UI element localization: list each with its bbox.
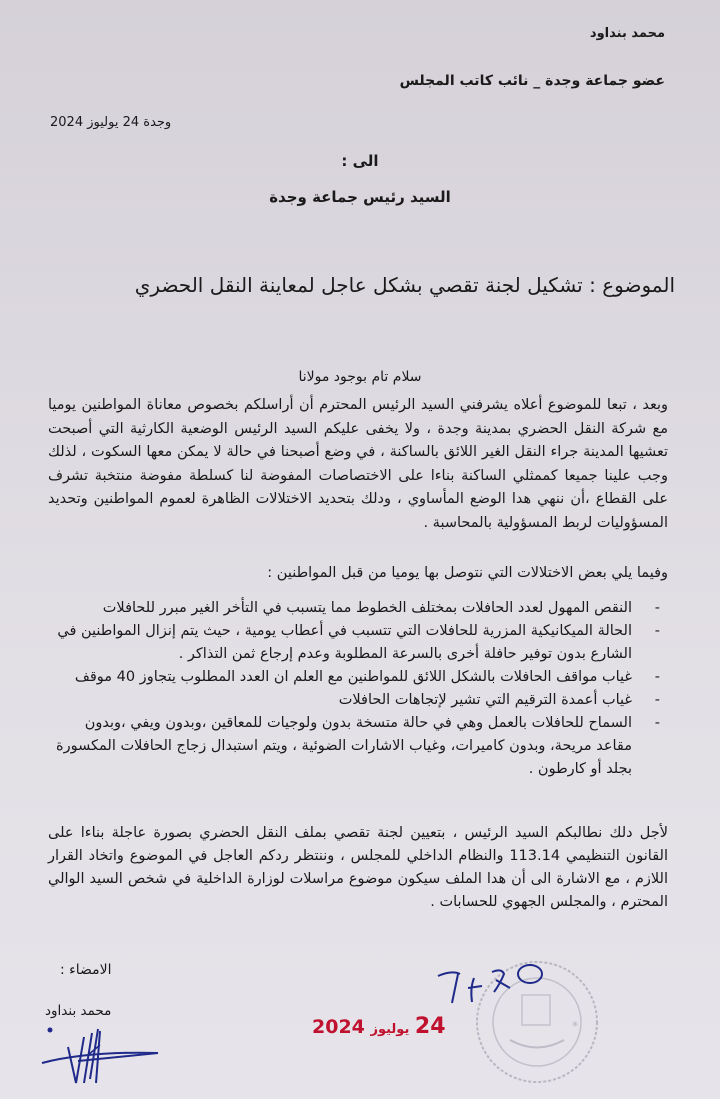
- recipient-label: الى :: [341, 152, 379, 170]
- body-paragraph-2: لأجل دلك نطالبكم السيد الرئيس ، بتعيين لجنة تقصي بملف النقل الحضري بصورة عاجلة بناءا على القانون التنظيمي 113.14 والنظام الداخلي للمجلس ، وننتظر ردكم العاجل في الموضوع واتخاد القرار اللازم ، مع الاشارة الى أن هدا الملف سيكون موضوع مراسلات لوزارة الداخلية في شخص السيد الوالي المحترم ، والمجلس الجهوي للحسابات .: [48, 825, 668, 910]
- list-item: [48, 689, 668, 712]
- handwritten-signature: [38, 1025, 168, 1085]
- recipient-name: السيد رئيس جماعة وجدة: [269, 188, 451, 206]
- sender-name: محمد بنداود: [589, 26, 665, 41]
- bullet-dash: -: [654, 623, 660, 639]
- greeting: سلام تام بوجود مولانا: [298, 369, 422, 385]
- issues-intro: وفيما يلي بعض الاختلالات التي نتوصل بها يوميا من قبل المواطنين :: [267, 565, 668, 581]
- issues-list: [48, 597, 668, 781]
- place-date: وجدة 24 يوليوز 2024: [50, 115, 172, 130]
- signature-name: محمد بنداود: [45, 1003, 112, 1019]
- issue-text: الحالة الميكانيكية المزرية للحافلات التي تتسبب في أعطاب يومية ، حيث يتم إنزال المواطنين في الشارع بدون توفير حافلة أخرى بالسرعة المطلوبة وعدم إرجاع ثمن التذاكر .: [57, 623, 632, 662]
- list-item: [48, 712, 668, 781]
- sender-role: عضو جماعة وجدة _ نائب كاتب المجلس: [399, 73, 665, 89]
- received-date-stamp: [312, 1014, 446, 1039]
- handwritten-number: [430, 958, 560, 1018]
- list-item: [48, 597, 668, 620]
- issue-text: غياب مواقف الحافلات بالشكل اللائق للمواطنين مع العلم ان العدد المطلوب يتجاوز 40 موقف: [74, 669, 632, 685]
- signature-label: الامضاء :: [60, 962, 112, 978]
- bullet-dash: -: [654, 715, 660, 731]
- subject-line: الموضوع : تشكيل لجنة تقصي بشكل عاجل لمعاينة النقل الحضري: [134, 273, 675, 297]
- stamp-month: يوليوز: [370, 1022, 410, 1037]
- stamp-day: 24: [414, 1014, 446, 1039]
- bullet-dash: -: [654, 600, 660, 616]
- svg-text:*: *: [572, 1019, 578, 1033]
- issue-text: النقص المهول لعدد الحافلات بمختلف الخطوط مما يتسبب في التأخر الغير مبرر للحافلات: [102, 600, 632, 616]
- bullet-dash: -: [654, 669, 660, 685]
- body-paragraph-1: وبعد ، تبعا للموضوع أعلاه يشرفني السيد الرئيس المحترم أن أراسلكم بخصوص معاناة المواطنين يوميا مع شركة النقل الحضري بمدينة وجدة ، ولا يخفى عليكم السيد الرئيس الوضعية الكارثية التي أصبحت تعشيها المدينة جراء النقل الغير اللائق بالساكنة ، في وضع أصبحنا في حالة لا يمكن معها السكوت ، لذلك وجب علينا جميعا كممثلي الساكنة بناءا على الاختصاصات المفوضة لنا كسلطة مفوضة منتخبة تشرف على القطاع ،أن ننهي هدا الوضع المأساوي ، ودلك بتحديد الاختلالات الظاهرة لعموم المواطنين وتحديد المسؤوليات لربط المسؤولية بالمحاسبة .: [48, 397, 668, 531]
- stamp-year: 2024: [312, 1016, 365, 1038]
- bullet-dash: -: [654, 692, 660, 708]
- issue-text: غياب أعمدة الترقيم التي تشير لإتجاهات الحافلات: [338, 692, 632, 708]
- list-item: [48, 666, 668, 689]
- issue-text: السماح للحافلات بالعمل وهي في حالة متسخة بدون ولوجيات للمعاقين ،وبدون ويفي ،وبدون مقاعد مريحة، وبدون كاميرات، وغياب الاشارات الضوئية ، ويتم استبدال زجاج الحافلات المكسورة بجلد أو كارطون .: [55, 715, 632, 777]
- list-item: [48, 620, 668, 666]
